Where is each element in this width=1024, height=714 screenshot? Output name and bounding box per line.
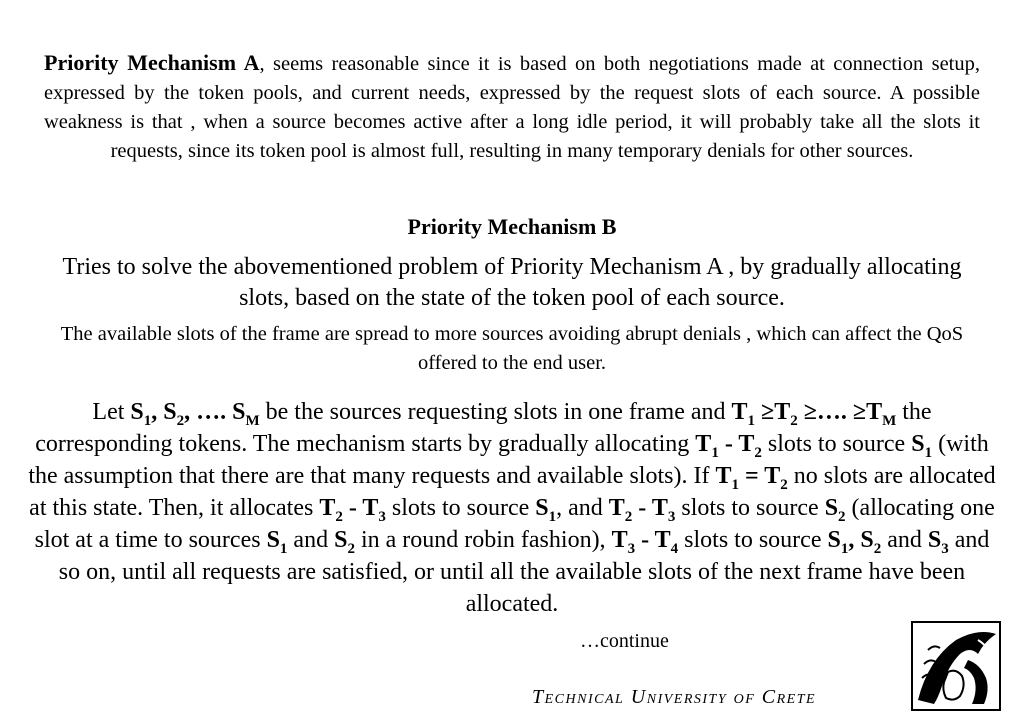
s1-c-text: $S_1$ [266, 527, 288, 557]
text-the: the corresponding tokens. The mechanism starts by gradually allocating [35, 399, 932, 457]
s3 [927, 527, 949, 557]
footer-university-name: Technical University of Crete [532, 686, 817, 708]
t1-eq-t2 [715, 463, 788, 493]
text-slots-to-source: slots to source [761, 431, 912, 457]
tokens-list-text: $T_1 \ge T_2$ ≥…. $\ge T_M$ [731, 399, 897, 429]
t2-t3-b-text: $T_2 - T_3$ [608, 495, 676, 525]
sources-list [130, 399, 260, 429]
t3-t4 [611, 527, 679, 557]
text-end: and so on, until all requests are satisfied, or until all the available slots of the next frame have been allocated. [58, 527, 990, 617]
t1-t2-text: $T_1 - T_2$ [695, 431, 762, 461]
s2-b-text: $S_2$ [334, 527, 355, 557]
tokens-list [731, 399, 897, 429]
paragraph-mechanism-a [44, 48, 980, 166]
text-be: be the sources requesting slots in one frame and [259, 399, 732, 425]
text-assumption: (with the assumption that there are that many requests and available slots). If [28, 431, 989, 489]
t1-eq-t2-text: $T_1 = T_2$ [715, 463, 788, 493]
text-and-3: and [881, 527, 928, 553]
t1-t2 [695, 431, 762, 461]
sources-list-text: $S_1$, $S_2$, …. $S_M$ [130, 399, 260, 429]
s3-text: $S_3$ [927, 527, 949, 557]
text-slots-to-source-2: slots to source [385, 495, 536, 521]
mechanism-a-title: Priority Mechanism A [44, 50, 260, 75]
s1-b [535, 495, 557, 525]
text-let: Let [92, 399, 131, 425]
paragraph-mechanism-b-note: The available slots of the frame are spread to more sources avoiding abrupt denials , which can affect the QoS offered to the end user. [60, 323, 964, 374]
s1-s2 [827, 527, 882, 557]
university-seal-icon [908, 620, 1004, 712]
t2-t3-b [608, 495, 676, 525]
s1-c [266, 527, 288, 557]
s2-text: $S_2$ [824, 495, 846, 525]
s2-b [334, 527, 355, 557]
t2-t3-text: $T_2 - T_3$ [319, 495, 386, 525]
text-and-2: and [287, 527, 335, 553]
s1-b-text: $S_1$ [535, 495, 557, 525]
text-and: , and [556, 495, 609, 521]
text-robin: in a round robin fashion), [354, 527, 612, 553]
continue-note: …continue [580, 630, 669, 652]
text-slots-to-source-4: slots to source [678, 527, 828, 553]
s1 [911, 431, 933, 461]
text-slots-to-source-3: slots to source [675, 495, 825, 521]
mechanism-a-text: , seems reasonable since it is based on both negotiations made at connection setup, expressed by the token pools, and current needs, expressed by the request slots of each source. A possible weakness is that , when a source becomes active after a long idle period, it will probably take all the slots it requests, since its token pool is almost full, resulting in many temporary denials for other sources. [44, 53, 980, 162]
t2-t3 [319, 495, 386, 525]
s1-s2-text: $S_1$, $S_2$ [827, 527, 882, 557]
s1-text: $S_1$ [911, 431, 933, 461]
mechanism-b-heading: Priority Mechanism B [407, 214, 617, 239]
s2 [824, 495, 846, 525]
text-no-slots: no slots are allocated at this state. Then, it allocates [29, 463, 996, 521]
paragraph-mechanism-b-intro: Tries to solve the abovementioned problem of Priority Mechanism A , by gradually allocating slots, based on the state of the token pool of each source. [62, 254, 962, 311]
t3-t4-text: $T_3 - T_4$ [611, 527, 679, 557]
paragraph-mechanism-b-detail [28, 396, 996, 620]
text-allocating: (allocating one slot at a time to sources [34, 495, 995, 553]
